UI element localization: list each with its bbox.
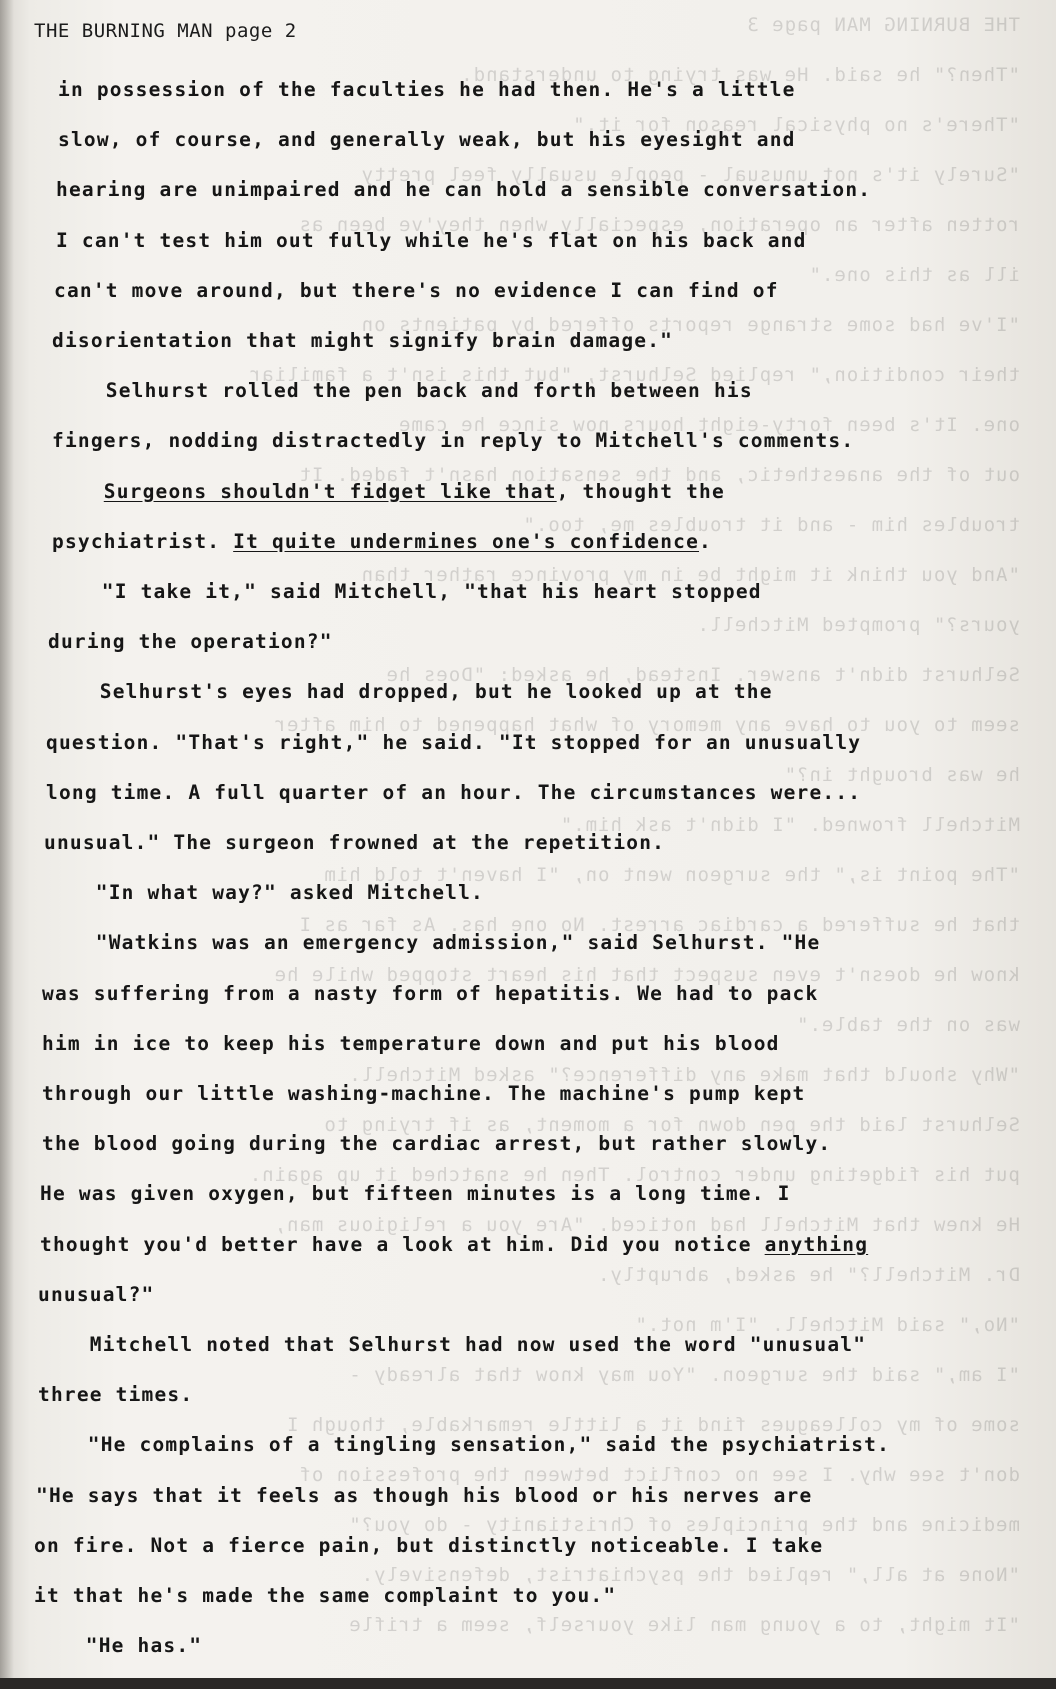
text-line [58,128,796,151]
scan-bottom-edge [0,1678,1056,1689]
text-line [38,1283,154,1306]
ghost-line: Selhurst didn't answer. Instead, he asked: "Does he [385,664,1020,686]
ghost-line: "I am," said the surgeon. "You may know that already - [348,1364,1020,1386]
text-line [46,781,861,804]
text-segment: psychiatrist. [52,529,234,553]
text-line [52,530,712,553]
ghost-line: "Why should that make any difference?" asked Mitchell. [348,1064,1020,1086]
ghost-line: seem to you to have any memory of what happened to him after [273,714,1020,736]
text-line [42,1032,780,1055]
text-line [38,1383,193,1406]
text-segment: unusual." The surgeon frowned at the repetition. [44,831,666,854]
text-segment: thought you'd better have a look at him. Did you notice [40,1232,765,1256]
text-segment: three times. [38,1383,194,1407]
ghost-line: He knew that Mitchell had noticed. "Are you a religious man, [273,1214,1020,1236]
text-segment: "I take it," said Mitchell, "that his heart stopped [50,580,762,603]
text-line [48,630,333,653]
text-line [54,379,753,402]
text-segment: during the operation?" [48,630,333,654]
ghost-line: "I've had some strange reports offered by patients on [360,314,1020,336]
text-segment: , thought the [556,479,725,503]
underlined-text: It quite undermines one's confidence [233,529,700,553]
ghost-line: "And you think it might be in my province rather than [360,564,1020,586]
underlined-text: Surgeons shouldn't fidget like that [103,479,557,503]
text-segment: hearing are unimpaired and he can hold a sensible conversation. [56,178,872,202]
ghost-line: Dr. Mitchell?" he asked, abruptly. [597,1264,1020,1286]
ghost-line: rotten after an operation, especially when they've been as [298,214,1020,236]
ghost-line: out of the anaesthetic, and the sensation hasn't faded. It [298,464,1020,486]
ghost-line: he was brought in?" [783,764,1020,786]
text-line [44,831,665,854]
text-segment: in possession of the faculties he had then. He's a little [58,78,796,101]
text-segment: question. "That's right," he said. "It stopped for an unusually [46,730,862,754]
ghost-line: don't see why. I see no conflict between the profession of [298,1464,1020,1486]
ghost-line: "There's no physical reason for it." [572,114,1020,136]
text-line [44,931,820,954]
text-line [56,178,871,201]
text-segment [52,480,104,503]
text-segment: it that he's made the same complaint to you." [34,1584,617,1607]
text-segment: through our little washing-machine. The machine's pump kept [42,1082,806,1105]
text-line [56,229,807,252]
text-segment: . [699,529,712,553]
text-segment: "He complains of a tingling sensation," said the psychiatrist. [36,1433,891,1457]
text-segment: the blood going during the cardiac arrest, but rather slowly. [42,1132,832,1156]
ghost-line: their condition," replied Selhurst, "but this isn't a familiar [248,364,1020,386]
text-line [44,881,484,904]
text-line [52,480,725,503]
text-segment: slow, of course, and generally weak, but his eyesight and [58,128,796,152]
ghost-line: some of my colleagues find it a little remarkable, though I [286,1414,1020,1436]
ghost-line: Selhurst laid the pen down for a moment, as if trying to [323,1114,1020,1136]
text-segment: him in ice to keep his temperature down and put his blood [42,1031,780,1055]
text-line [34,1634,202,1657]
text-segment: He was given oxygen, but fifteen minutes is a long time. I [40,1182,791,1206]
text-line [36,1433,890,1456]
text-segment: fingers, nodding distractedly in reply to Mitchell's comments. [52,429,855,453]
ghost-line: "The point is," the surgeon went on, "I haven't told him [323,864,1020,886]
ghost-line: "Surely it's not unusual - people usually feel pretty [360,164,1020,186]
ghost-line: put his fidgeting under control. Then he snatched it up again. [248,1164,1020,1186]
text-line [34,1534,823,1557]
text-line [58,78,796,101]
text-segment: disorientation that might signify brain damage." [52,329,674,352]
text-segment: I can't test him out fully while he's flat on his back and [56,228,807,252]
text-line [54,279,779,302]
text-line [40,1233,868,1256]
text-line [34,1584,616,1607]
ghost-line: "Then?" he said. He was trying to understand. [460,64,1020,86]
text-line [36,1484,812,1507]
ghost-line: "None at all," replied the psychiatrist, defensively. [360,1564,1020,1586]
text-segment: on fire. Not a fierce pain, but distinctly noticeable. I take [34,1533,824,1557]
page-header: THE BURNING MAN page 2 [34,20,297,42]
ghost-line: "No," said Mitchell. "I'm not." [634,1314,1020,1336]
ghost-line: medicine and the principles of Christianity - do you?" [348,1514,1020,1536]
text-line [42,982,818,1005]
text-segment: can't move around, but there's no evidence I can find of [54,278,779,302]
ghost-line: ill as this one." [808,264,1020,286]
ghost-line: THE BURNING MAN page 3 [746,14,1020,36]
ghost-line: one. It's been forty-eight hours now since he came [398,414,1020,436]
text-line [52,329,673,352]
ghost-line: "It might, to a young man like yourself, seem a trifle [348,1614,1020,1636]
ghost-line: know he doesn't even suspect that his heart stopped while he [273,964,1020,986]
text-line [38,1333,866,1356]
text-segment: "In what way?" asked Mitchell. [44,881,484,905]
ghost-line: Mitchell frowned. "I didn't ask him." [559,814,1020,836]
text-segment: Selhurst rolled the pen back and forth between his [54,379,753,403]
ghost-line: yours?" prompted Mitchell. [696,614,1020,636]
text-line [46,731,861,754]
text-segment: unusual?" [38,1282,155,1306]
page-edge-shadow [0,0,14,1689]
ghost-line: was on the table." [796,1014,1020,1036]
ghost-line: that he suffered a cardiac arrest. No one has. As far as I [298,914,1020,936]
ghost-line: troubles him - and it troubles me, too." [522,514,1020,536]
text-segment: was suffering from a nasty form of hepatitis. We had to pack [42,981,819,1005]
text-segment: long time. A full quarter of an hour. The circumstances were... [46,780,862,804]
text-line [40,1182,791,1205]
text-segment: "He says that it feels as though his blood or his nerves are [36,1483,813,1507]
text-line [48,680,773,703]
text-segment: Selhurst's eyes had dropped, but he looked up at the [48,680,773,704]
text-segment: Mitchell noted that Selhurst had now used the word "unusual" [38,1333,867,1356]
text-line [42,1132,831,1155]
text-line [52,429,854,452]
text-line [50,580,762,603]
text-segment: "He has." [34,1634,203,1658]
text-line [42,1082,805,1105]
underlined-text: anything [764,1232,869,1256]
text-segment: "Watkins was an emergency admission," said Selhurst. "He [44,931,821,955]
